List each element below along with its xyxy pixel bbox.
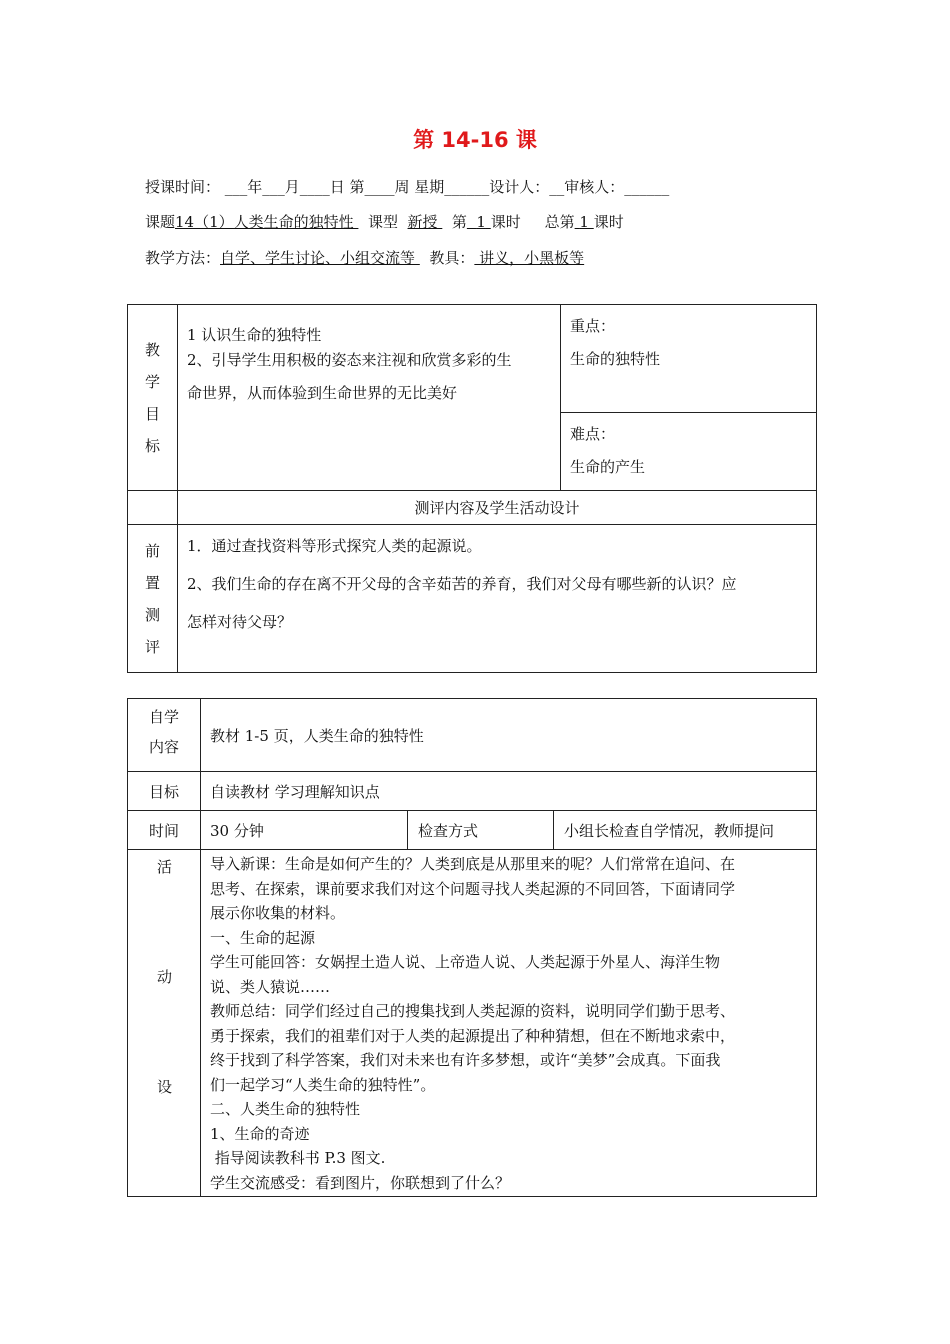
activity-table bbox=[127, 698, 817, 1197]
time-value: 30 分钟 bbox=[201, 811, 408, 850]
goal-content: 1 认识生命的独特性 2、引导学生用积极的姿态来注视和欣赏多彩的生 命世界，从而体验到生命世界的无比美好 bbox=[178, 305, 561, 491]
method-label: 教学方法： bbox=[145, 249, 221, 267]
topic-line bbox=[145, 211, 624, 232]
activity-line: 们一起学习“人类生命的独特性”。 bbox=[210, 1075, 436, 1094]
pre-test-label: 前 置 测 评 bbox=[128, 525, 178, 673]
total-prefix: 总第 bbox=[544, 213, 575, 231]
time-label: 时间 bbox=[128, 811, 201, 850]
activity-line: 1、生命的奇迹 bbox=[210, 1124, 310, 1143]
topic-label: 课题 bbox=[145, 213, 176, 231]
key-point-label: 重点： bbox=[570, 317, 616, 335]
total-value: 1 bbox=[579, 213, 594, 231]
target-value: 自读教材 学习理解知识点 bbox=[201, 772, 817, 811]
section-header: 测评内容及学生活动设计 bbox=[178, 491, 817, 525]
activity-label-1: 活 bbox=[156, 858, 172, 876]
activity-line: 展示你收集的材料。 bbox=[210, 904, 346, 922]
schedule-line: 授课时间： ___年___月____日 第____周 星期______设计人：__审核人：______ bbox=[145, 178, 670, 196]
activity-line: 学生可能回答：女娲捏土造人说、上帝造人说、人类起源于外星人、海洋生物 bbox=[210, 953, 721, 971]
activity-line: 思考、在探索，课前要求我们对这个问题寻找人类起源的不同回答，下面请同学 bbox=[210, 879, 736, 898]
tools-label: 教具： bbox=[429, 249, 475, 267]
self-study-label: 自学 内容 bbox=[128, 699, 201, 772]
check-method-label: 检查方式 bbox=[408, 811, 554, 850]
activity-line: 教师总结：同学们经过自己的搜集找到人类起源的资料，说明同学们勤于思考、 bbox=[210, 1002, 736, 1020]
method-line bbox=[145, 247, 584, 268]
method-value: 自学、学生讨论、小组交流等 bbox=[220, 249, 420, 267]
activity-label-2: 动 bbox=[156, 968, 172, 986]
activity-line: 终于找到了科学答案，我们对未来也有许多梦想，或许“美梦”会成真。下面我 bbox=[210, 1051, 721, 1069]
section-header-spacer bbox=[128, 491, 178, 525]
activity-label bbox=[128, 850, 201, 1197]
total-suffix: 课时 bbox=[593, 213, 624, 231]
difficulty-cell bbox=[561, 413, 817, 491]
page-title: 第 14-16 课 bbox=[413, 128, 537, 152]
activity-line: 导入新课：生命是如何产生的？人类到底是从那里来的呢？人们常常在追问、在 bbox=[210, 855, 736, 873]
activity-line: 指导阅读教科书 P.3 图文. bbox=[210, 1149, 386, 1167]
objectives-table bbox=[127, 304, 817, 673]
self-study-value: 教材 1-5 页，人类生命的独特性 bbox=[201, 699, 817, 772]
tools-value: 讲义，小黑板等 bbox=[474, 249, 585, 267]
activity-label-3: 设 bbox=[156, 1078, 172, 1096]
type-value: 新授 bbox=[407, 213, 443, 231]
period-suffix: 课时 bbox=[490, 213, 521, 231]
period-prefix: 第 bbox=[451, 213, 467, 231]
pre-test-content: 1．通过查找资料等形式探究人类的起源说。 2、我们生命的存在离不开父母的含辛茹苦的养育，我们对父母有哪些新的认识？应 怎样对待父母？ bbox=[178, 525, 817, 673]
key-point-cell bbox=[561, 305, 817, 413]
target-label: 目标 bbox=[128, 772, 201, 811]
difficulty-value: 生命的产生 bbox=[570, 458, 646, 476]
topic-value: 14（1）人类生命的独特性 bbox=[175, 213, 359, 231]
key-point-value: 生命的独特性 bbox=[570, 350, 661, 368]
period-value: 1 bbox=[476, 213, 486, 231]
activity-line: 说、类人猿说…… bbox=[210, 977, 331, 996]
activity-line: 勇于探索，我们的祖辈们对于人类的起源提出了种种猜想，但在不断地求索中， bbox=[210, 1026, 736, 1045]
check-method-value: 小组长检查自学情况，教师提问 bbox=[554, 811, 817, 850]
goal-label: 教 学 目 标 bbox=[128, 305, 178, 491]
activity-line: 学生交流感受：看到图片，你联想到了什么？ bbox=[210, 1173, 511, 1192]
difficulty-label: 难点： bbox=[570, 425, 616, 443]
type-label: 课型 bbox=[367, 213, 398, 231]
activity-content bbox=[201, 850, 817, 1197]
activity-line: 二、人类生命的独特性 bbox=[210, 1100, 361, 1118]
activity-line: 一、生命的起源 bbox=[210, 928, 316, 947]
